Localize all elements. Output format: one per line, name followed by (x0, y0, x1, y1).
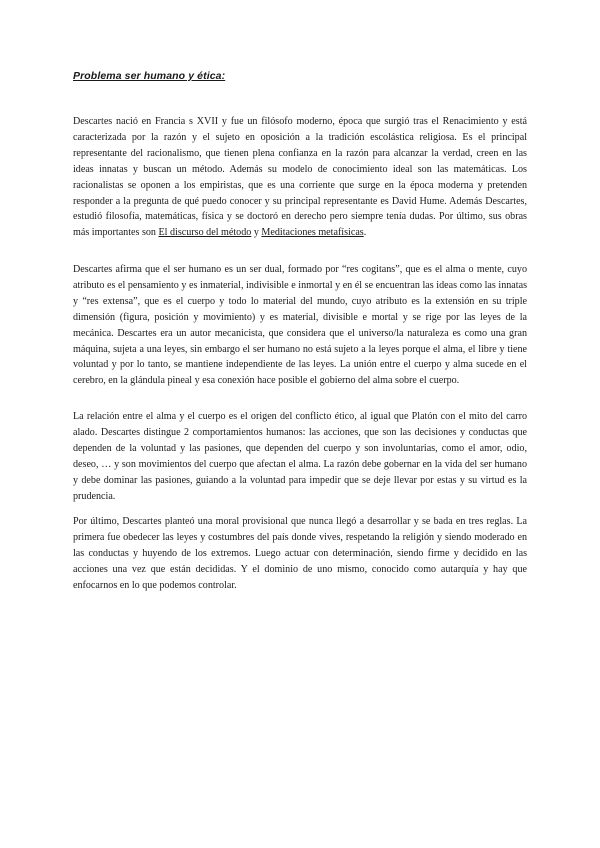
work-title-meditaciones: Meditaciones metafísicas (261, 227, 364, 239)
paragraph-ethical-conflict: La relación entre el alma y el cuerpo es el origen del conflicto ético, al igual que Platón con el mito del carro alado. Descartes distingue 2 comportamientos humanos: las acciones, que son las decisiones y conductas que dependen de la voluntad y las pasiones, que dependen del cuerpo y son involuntarias, como el amor, odio, deseo, … y son movimientos del cuerpo que afectan el alma. La razón debe gobernar en la vida del ser humano y debe dominar las pasiones, guiando a la voluntad para impedir que se deje llevar por estas y su virtud es la prudencia. (73, 411, 527, 502)
document-title: Problema ser humano y ética: (73, 70, 226, 82)
paragraph-1-end: . (363, 227, 367, 239)
paragraph-dualism: Descartes afirma que el ser humano es un ser dual, formado por “res cogitans”, que es el alma o mente, cuyo atributo es el pensamiento y es inmaterial, indivisible e inmortal y en él se encuentran las ideas como las innatas y “res extensa”, que es el cuerpo y todo lo material del mundo, cuyo atributo es la extensión en su triple dimensión (figura, posición y movimiento) y es material, divisible e mortal y se rige por las leyes de la mecánica. Descartes era un autor mecanicista, que considera que el universo/la naturaleza es como una gran máquina, sujeta a una leyes, sin embargo el ser humano no está sujeto a la leyes porque el alma, el libre y tiene voluntad y por lo tanto, se mantiene independiente de las leyes. La unión entre el cuerpo y alma sucede en el cerebro, en la glándula pineal y esa conexión hace posible el gobierno del alma sobre el cuerpo. (73, 264, 527, 387)
connector-text: y (253, 227, 259, 239)
work-title-discurso: El discurso del método (158, 227, 252, 239)
paragraph-descartes-biography (73, 114, 527, 241)
paragraph-provisional-moral: Por último, Descartes planteó una moral provisional que nunca llegó a desarrollar y se bada en tres reglas. La primera fue obedecer las leyes y costumbres del país donde vives, respetando la religión y siendo moderado en las conductas y huyendo de los extremos. Luego actuar con determinación, siendo firme y decidido en las acciones una vez que están decididas. Y el dominio de uno mismo, conocido como autarquía y hay que enfocarnos en lo que podemos controlar. (73, 516, 527, 591)
paragraph-1-text: Descartes nació en Francia s XVII y fue un filósofo moderno, época que surgió tras el Renacimiento y está caracterizada por la razón y el sujeto en oposición a la tradición escolástica religiosa. Es el principal representante del racionalismo, que tienen plena confianza en la razón para alcanzar la verdad, creen en las ideas innatas y buscan un método. Además su modelo de conocimiento ideal son las matemáticas. Los racionalistas se oponen a los empiristas, que es una corriente que surge en la época moderna y pretenden responder a la pregunta de qué puedo conocer y su principal representante es David Hume. Además Descartes, estudió filosofía, matemáticas, física y se doctoró en derecho pero siempre tenía dudas. Por último, sus obras más importantes son (73, 116, 527, 239)
